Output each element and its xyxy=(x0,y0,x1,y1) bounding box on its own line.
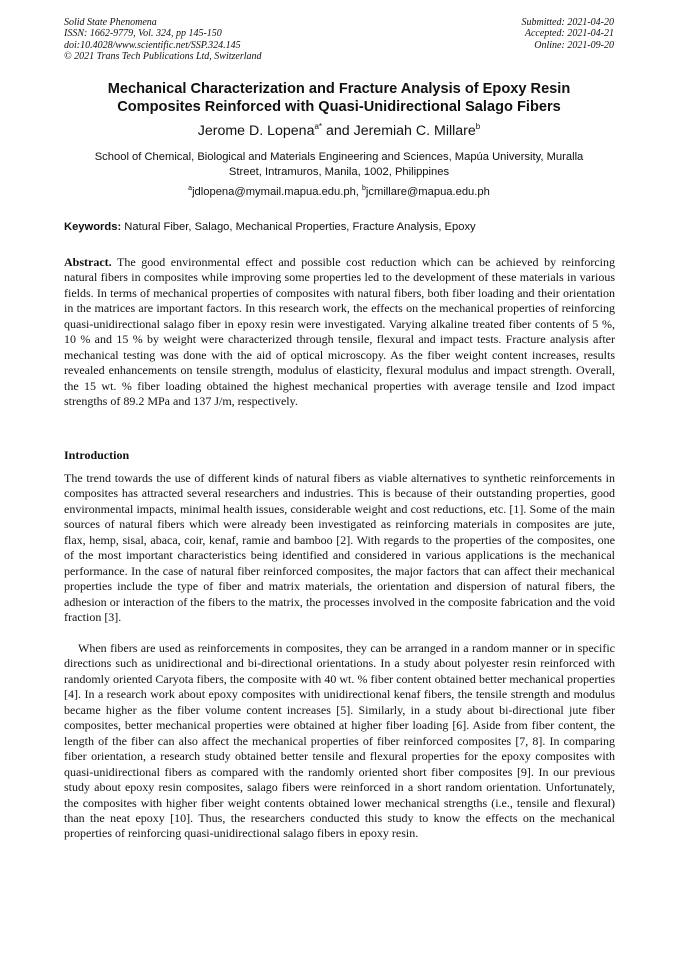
abstract xyxy=(64,255,615,410)
submitted-date: Submitted: 2021-04-20 xyxy=(521,17,614,28)
author-emails xyxy=(50,185,628,199)
doi: doi:10.4028/www.scientific.net/SSP.324.145 xyxy=(64,39,241,51)
issn-volume-pages: ISSN: 1662-9779, Vol. 324, pp 145-150 xyxy=(64,28,222,40)
accepted-date: Accepted: 2021-04-21 xyxy=(524,28,614,40)
copyright: © 2021 Trans Tech Publications Ltd, Switzerland xyxy=(64,50,262,62)
author-2-affiliation-mark: b xyxy=(475,122,481,131)
introduction-paragraph-2: When fibers are used as reinforcements in composites, they can be arranged in a random manner or in specific directions such as unidirectional and bi-directional orientations. In a study about polyester resin reinforced with randomly oriented Caryota fibers, the composite with 40 wt. % fiber content obtained better mechanical properties [4]. In a research work about epoxy composites with unidirectional kenaf fibers, the tensile strength and modulus became higher as the fiber volume content increases [5]. Similarly, in a study about bi-directional jute fiber composites, better mechanical properties were obtained at higher fiber loading [6]. Aside from fiber content, the length of the fiber can also affect the mechanical properties of fiber reinforced composites [7, 8]. In comparing fiber orientation, a research study obtained better tensile and flexural properties for the epoxy composites with quasi-unidirectional fibers as compared with the randomly oriented short fiber composites [9]. In our previous study about epoxy resin composites, salago fibers were reinforced in a short random orientation. Unfortunately, the composites with higher fiber weight contents obtained lower mechanical strengths (i.e., tensile and flexural) than the neat epoxy [10]. Thus, the researchers conducted this study to know the effects on the mechanical properties of reinforcing quasi-unidirectional salago fibers in epoxy resin. xyxy=(64,641,615,841)
online-date: Online: 2021-09-20 xyxy=(534,39,614,51)
email-b: jcmillare@mapua.edu.ph xyxy=(365,186,490,198)
introduction-heading: Introduction xyxy=(64,448,130,462)
author-joiner: and xyxy=(322,123,354,139)
abstract-label: Abstract. xyxy=(64,255,112,269)
paper-title-line-1: Mechanical Characterization and Fracture Analysis of Epoxy Resin xyxy=(107,81,571,97)
paper-title-line-2: Composites Reinforced with Quasi-Unidirectional Salago Fibers xyxy=(117,99,561,115)
journal-info-header xyxy=(64,17,262,62)
email-b-mark: b xyxy=(362,185,366,192)
author-list xyxy=(50,122,628,140)
introduction-paragraph-1: The trend towards the use of different kinds of natural fibers as viable alternatives to synthetic reinforcements in composites has attracted several researchers and industries. This is because of their outstanding properties, good environmental impacts, minimal health issues, considerable weight and cost reductions, etc. [1]. Some of the main sources of natural fibers which were already been investigated as reinforcing materials in composites are jute, flax, hemp, sisal, abaca, coir, kenaf, ramie and bamboo [2]. With regards to the properties of the composites, one of the most important characteristics being identified and considered in various applications is the mechanical performance. In the case of natural fiber reinforced composites, the major factors that can affect their mechanical properties include the type of fiber and matrix materials, the orientation and dispersion of natural fibers, the adhesion or interaction of the fibers to the matrix, the processes involved in the composite fabrication and the void fraction [3]. xyxy=(64,471,615,625)
author-1-affiliation-mark: a* xyxy=(314,122,323,131)
affiliation-line-2: Street, Intramuros, Manila, 1002, Philippines xyxy=(228,166,450,178)
keywords-label: Keywords: xyxy=(64,221,122,233)
affiliation xyxy=(56,150,622,180)
affiliation-line-1: School of Chemical, Biological and Materials Engineering and Sciences, Mapúa University, Muralla xyxy=(94,151,584,163)
author-1: Jerome D. Lopena xyxy=(197,123,315,139)
email-a-mark: a xyxy=(188,185,193,192)
email-a: jdlopena@mymail.mapua.edu.ph, xyxy=(192,186,363,198)
paper-title xyxy=(50,80,628,116)
author-2: Jeremiah C. Millare xyxy=(353,123,476,139)
keywords xyxy=(64,220,615,234)
submission-dates-header xyxy=(522,17,615,51)
abstract-text: The good environmental effect and possible cost reduction which can be achieved by reinforcing natural fibers in composites while improving some properties led to the development of these materials in various fields. In terms of mechanical properties of composites with natural fibers, both fiber loading and their orientation in the matrices are important factors. In this research work, the effects on the mechanical properties of reinforcing quasi-unidirectional salago fiber in epoxy resin were investigated. Varying alkaline treated fiber contents of 5 %, 10 % and 15 % by weight were characterized through tensile, flexural and impact tests. Fracture analysis after mechanical testing was done with the aid of optical microscopy. As the fiber weight content increases, results revealed enhancements on tensile strength, modulus of elasticity, flexural modulus and impact strength. Overall, the 15 wt. % fiber loading obtained the highest mechanical properties with average tensile and Izod impact strengths of 89.2 MPa and 137 J/m, respectively. xyxy=(64,255,615,409)
keywords-text: Natural Fiber, Salago, Mechanical Properties, Fracture Analysis, Epoxy xyxy=(121,221,476,233)
journal-name: Solid State Phenomena xyxy=(64,17,157,28)
